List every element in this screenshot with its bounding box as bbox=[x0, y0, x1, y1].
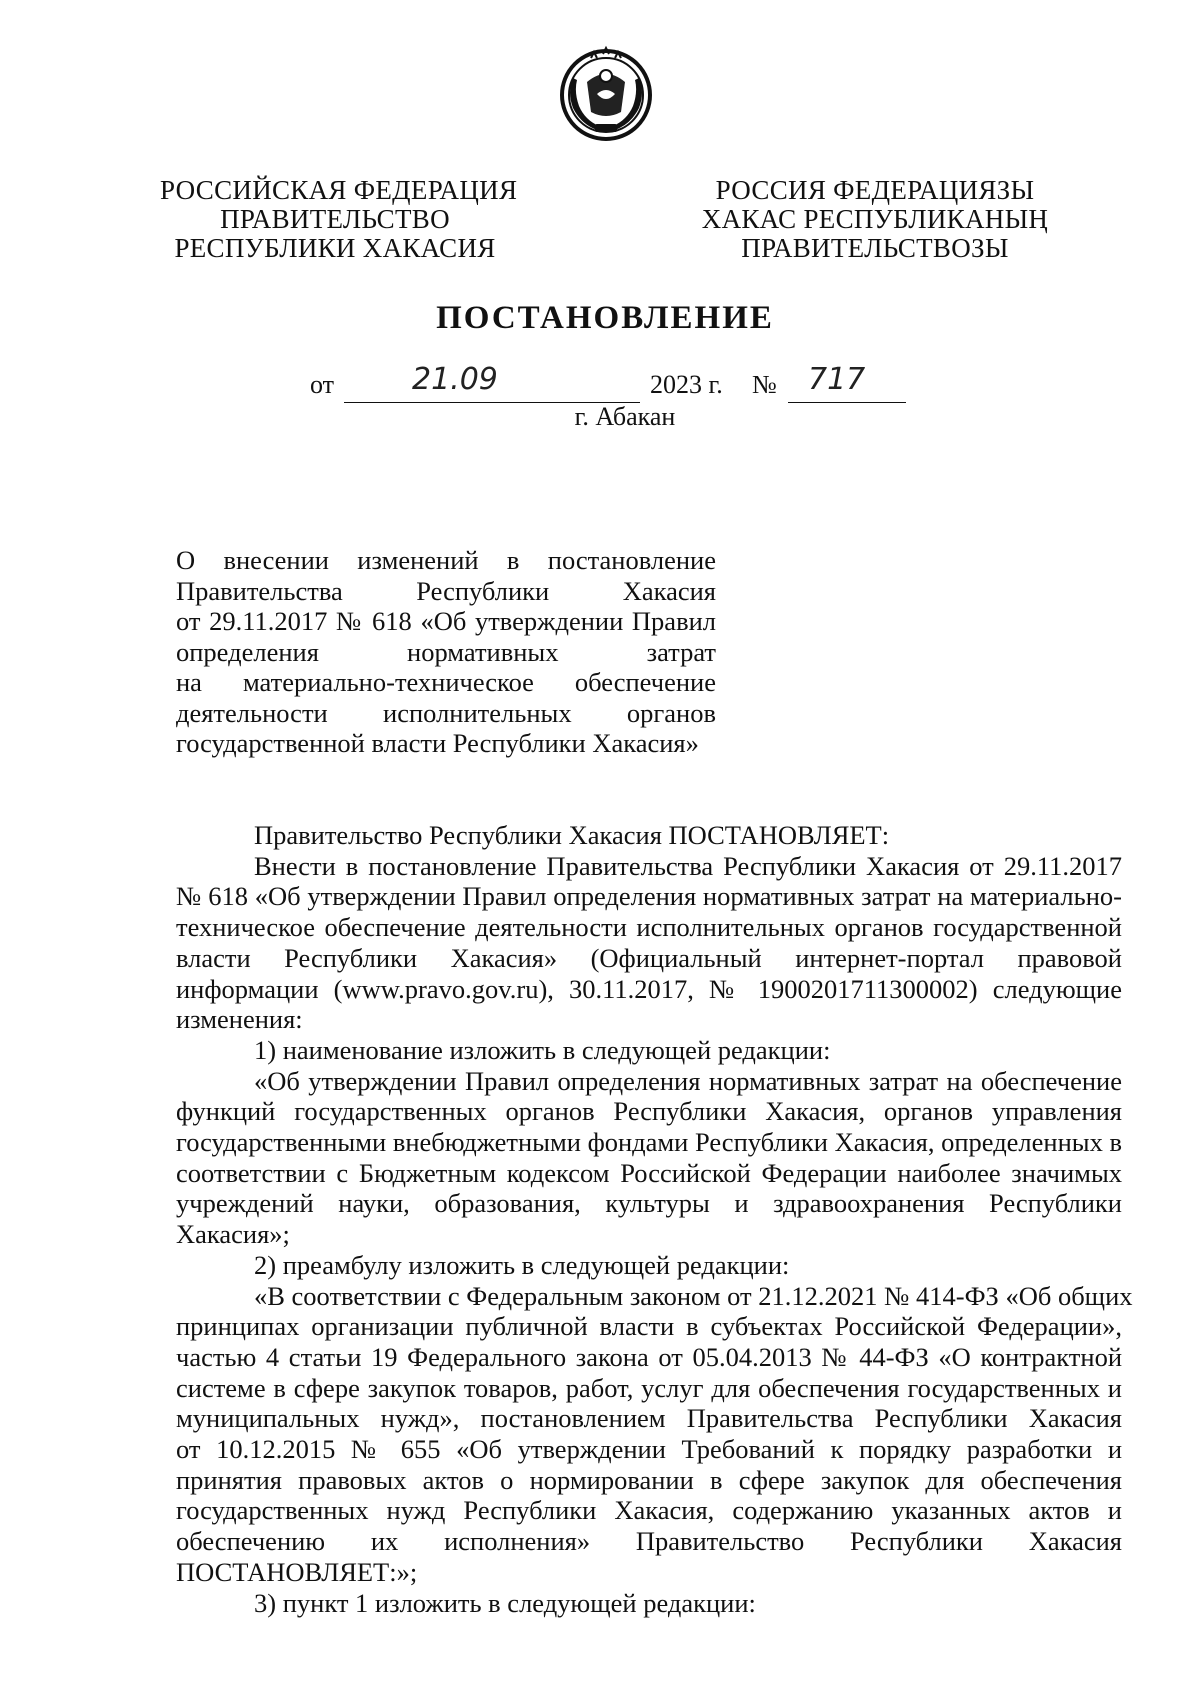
document-body bbox=[176, 820, 1133, 1618]
document-subject bbox=[176, 545, 716, 759]
subject-line: от 29.11.2017 № 618 «Об утверждении Правил bbox=[176, 606, 716, 636]
body-line: «В соответствии с Федеральным законом от 21.12.2021 № 414-ФЗ «Об общих bbox=[254, 1280, 1133, 1311]
body-line: обеспечению их исполнения» Правительство Республики Хакасия bbox=[176, 1526, 1122, 1557]
body-line: системе в сфере закупок товаров, работ, услуг для обеспечения государственных и bbox=[176, 1372, 1122, 1403]
body-line: соответствии с Бюджетным кодексом Российской Федерации наиболее значимых bbox=[176, 1157, 1122, 1188]
subject-line: определения нормативных затрат bbox=[176, 636, 716, 667]
subject-line: деятельности исполнительных органов bbox=[176, 697, 716, 728]
body-line: Правительство Республики Хакасия ПОСТАНОВЛЯЕТ: bbox=[254, 820, 890, 850]
body-line: 2) преамбулу изложить в следующей редакции: bbox=[254, 1249, 790, 1280]
body-line: государственными внебюджетными фондами Республики Хакасия, определенных в bbox=[176, 1127, 1122, 1158]
header-russian bbox=[160, 175, 518, 263]
header-left-line: РЕСПУБЛИКИ ХАКАСИЯ bbox=[174, 233, 496, 263]
body-line: № 618 «Об утверждении Правил определения нормативных затрат на материально- bbox=[176, 881, 1122, 912]
from-label: от bbox=[310, 370, 335, 399]
body-line: функций государственных органов Республики Хакасия, органов управления bbox=[176, 1096, 1122, 1127]
body-line: государственных нужд Республики Хакасия, содержанию указанных актов и bbox=[176, 1495, 1122, 1526]
subject-line: Правительства Республики Хакасия bbox=[176, 575, 716, 606]
date-handwritten: 21.09 bbox=[412, 362, 498, 397]
body-line: техническое обеспечение деятельности исполнительных органов государственной bbox=[176, 912, 1122, 943]
year-label: 2023 г. bbox=[650, 370, 723, 399]
body-line: изменения: bbox=[176, 1004, 303, 1035]
header-left-line: РОССИЙСКАЯ ФЕДЕРАЦИЯ bbox=[160, 175, 518, 205]
body-line: Внести в постановление Правительства Республики Хакасия от 29.11.2017 bbox=[254, 850, 1122, 881]
body-line: «Об утверждении Правил определения нормативных затрат на обеспечение bbox=[254, 1065, 1122, 1096]
subject-line: государственной власти Республики Хакасия» bbox=[176, 728, 699, 758]
body-line: муниципальных нужд», постановлением Правительства Республики Хакасия bbox=[176, 1403, 1122, 1434]
number-handwritten: 717 bbox=[808, 362, 866, 397]
header-right-line: РОССИЯ ФЕДЕРАЦИЯЗЫ bbox=[715, 175, 1035, 205]
subject-line: на материально-техническое обеспечение bbox=[176, 667, 716, 697]
body-line: принятия правовых актов о нормировании в сфере закупок для обеспечения bbox=[176, 1464, 1122, 1495]
city-label: г. Абакан bbox=[574, 402, 676, 431]
body-line: от 10.12.2015 № 655 «Об утверждении Требований к порядку разработки и bbox=[176, 1434, 1122, 1465]
body-line: власти Республики Хакасия» (Официальный интернет-портал правовой bbox=[176, 942, 1122, 973]
body-line: Хакасия»; bbox=[176, 1219, 290, 1250]
header-right-line: ПРАВИТЕЛЬСТВОЗЫ bbox=[741, 233, 1009, 263]
body-line: информации (www.pravo.gov.ru), 30.11.2017, № 1900201711300002) следующие bbox=[176, 973, 1122, 1004]
body-line: 1) наименование изложить в следующей редакции: bbox=[254, 1034, 831, 1065]
body-line: принципах организации публичной власти в субъектах Российской Федерации», bbox=[176, 1311, 1122, 1342]
document-type-title: ПОСТАНОВЛЕНИЕ bbox=[436, 300, 774, 336]
body-line: частью 4 статьи 19 Федерального закона от 05.04.2013 № 44-ФЗ «О контрактной bbox=[176, 1341, 1122, 1372]
body-line: ПОСТАНОВЛЯЕТ:»; bbox=[176, 1556, 418, 1587]
date-number-line bbox=[310, 362, 910, 406]
header-left-line: ПРАВИТЕЛЬСТВО bbox=[220, 204, 450, 234]
body-line: 3) пункт 1 изложить в следующей редакции: bbox=[254, 1587, 756, 1618]
header-khakas bbox=[695, 176, 1055, 263]
header-right-line: ХАКАС РЕСПУБЛИКАНЫҢ bbox=[701, 204, 1049, 234]
hakasia-coat-of-arms-icon bbox=[553, 42, 659, 148]
body-line: учреждений науки, образования, культуры и здравоохранения Республики bbox=[176, 1188, 1122, 1219]
number-label: № bbox=[752, 370, 777, 399]
subject-line: О внесении изменений в постановление bbox=[176, 545, 716, 575]
